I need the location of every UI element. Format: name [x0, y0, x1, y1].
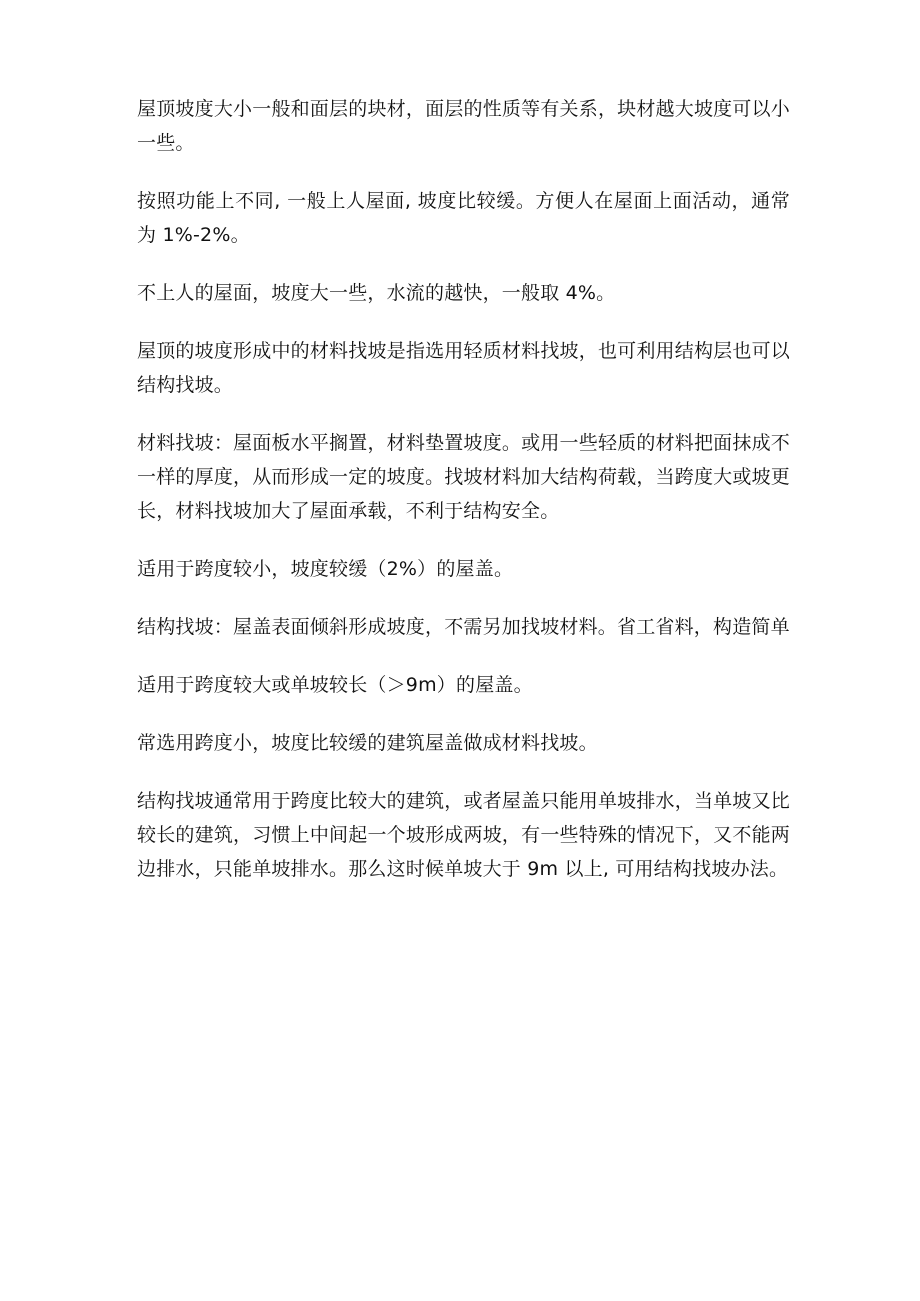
- paragraph-roof-slope-intro: 屋顶坡度大小一般和面层的块材，面层的性质等有关系，块材越大坡度可以小一些。: [137, 98, 790, 154]
- paragraph-structural-slope-usage: 适用于跨度较大或单坡较长（＞9m）的屋盖。: [137, 674, 533, 696]
- paragraph-structural-slope: 结构找坡：屋盖表面倾斜形成坡度，不需另加找坡材料。省工省料，构造简单: [137, 616, 790, 638]
- paragraph-common-choice: 常选用跨度小，坡度比较缓的建筑屋盖做成材料找坡。: [137, 732, 598, 754]
- paragraph-structural-slope-detail: 结构找坡通常用于跨度比较大的建筑，或者屋盖只能用单坡排水，当单坡又比较长的建筑，习惯上中间起一个坡形成两坡，有一些特殊的情况下，又不能两边排水，只能单坡排水。那么这时候单坡大于 9m 以上, 可用结构找坡办法。: [137, 790, 790, 880]
- paragraph-material-slope: 材料找坡：屋面板水平搁置，材料垫置坡度。或用一些轻质的材料把面抹成不一样的厚度，从而形成一定的坡度。找坡材料加大结构荷载，当跨度大或坡更长，材料找坡加大了屋面承载，不利于结构安全。: [137, 432, 790, 522]
- paragraph-accessible-roof: 按照功能上不同, 一般上人屋面, 坡度比较缓。方便人在屋面上面活动，通常为 1%-2%。: [137, 190, 790, 246]
- paragraph-material-slope-usage: 适用于跨度较小，坡度较缓（2%）的屋盖。: [137, 558, 514, 580]
- paragraph-slope-formation: 屋顶的坡度形成中的材料找坡是指选用轻质材料找坡，也可利用结构层也可以结构找坡。: [137, 340, 790, 396]
- paragraph-non-accessible-roof: 不上人的屋面，坡度大一些，水流的越快，一般取 4%。: [137, 282, 616, 304]
